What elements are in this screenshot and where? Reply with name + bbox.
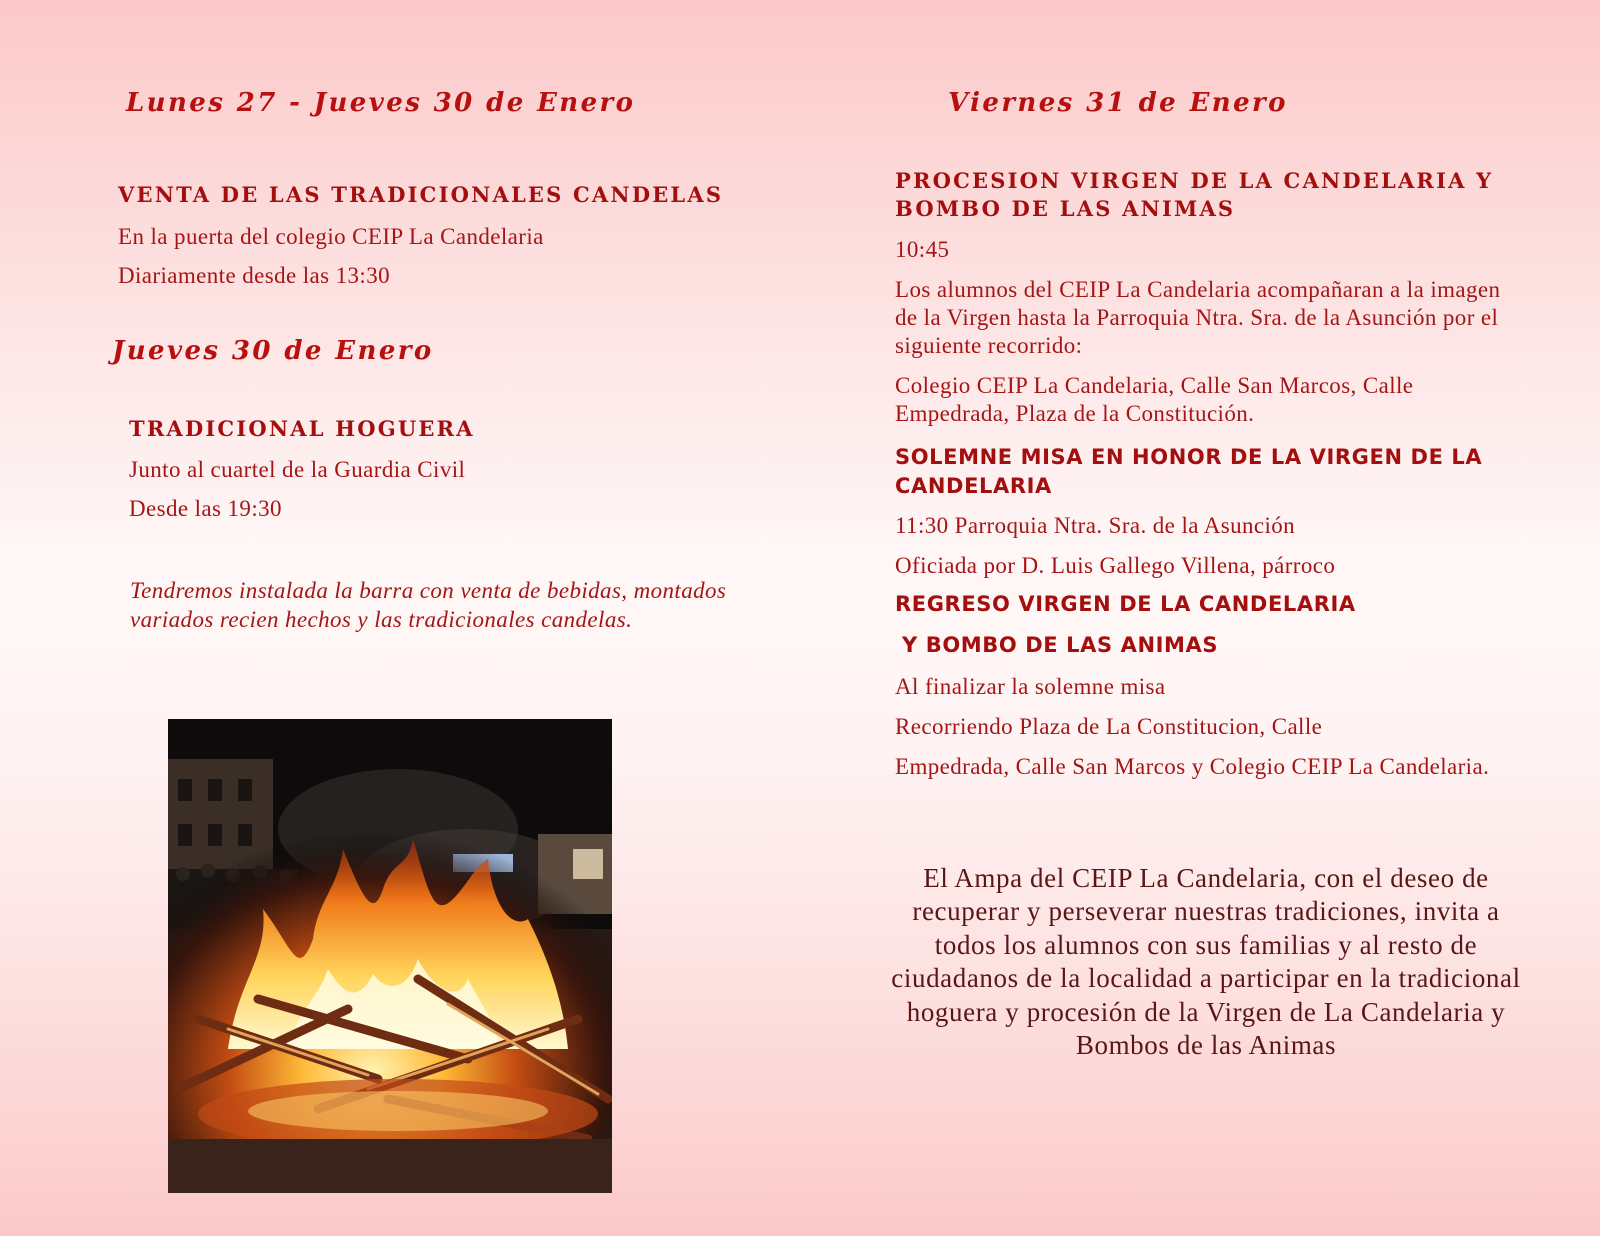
misa-officiant: Oficiada por D. Luis Gallego Villena, párroco xyxy=(895,553,1336,578)
bar-note: Tendremos instalada la barra con venta de bebidas, montados variados recien hechos y las tradicionales candelas. xyxy=(130,578,727,632)
date-heading-jueves: Jueves 30 de Enero xyxy=(112,336,434,366)
regreso-start: Al finalizar la solemne misa xyxy=(895,674,1166,699)
regreso-route-1: Recorriendo Plaza de La Constitucion, Calle xyxy=(895,714,1323,739)
procesion-title: PROCESION VIRGEN DE LA CANDELARIA Y BOMBO DE LAS ANIMAS xyxy=(895,168,1494,221)
misa-title: SOLEMNE MISA EN HONOR DE LA VIRGEN DE LA CANDELARIA xyxy=(895,445,1483,498)
venta-title: VENTA DE LAS TRADICIONALES CANDELAS xyxy=(118,182,724,207)
regreso-subtitle: Y BOMBO DE LAS ANIMAS xyxy=(902,633,1219,657)
procesion-route: Colegio CEIP La Candelaria, Calle San Marcos, Calle Empedrada, Plaza de la Constitución. xyxy=(895,373,1414,426)
regreso-route-2: Empedrada, Calle San Marcos y Colegio CEIP La Candelaria. xyxy=(895,754,1490,779)
date-heading-lunes-jueves: Lunes 27 - Jueves 30 de Enero xyxy=(126,88,636,118)
hoguera-title: TRADICIONAL HOGUERA xyxy=(129,416,475,441)
date-heading-viernes: Viernes 31 de Enero xyxy=(948,88,1288,118)
hoguera-time: Desde las 19:30 xyxy=(129,496,282,521)
closing-invitation: El Ampa del CEIP La Candelaria, con el deseo de recuperar y perseverar nuestras tradiciones, invita a todos los alumnos con sus familias y al resto de ciudadanos de la localidad a participar en la tradicional hoguera y procesión de la Virgen de La Candelaria y Bombos de las Animas xyxy=(891,863,1521,1061)
bonfire-photo xyxy=(168,719,612,1193)
venta-schedule: Diariamente desde las 13:30 xyxy=(118,263,391,288)
procesion-description: Los alumnos del CEIP La Candelaria acompañaran a la imagen de la Virgen hasta la Parroquia Ntra. Sra. de la Asunción por el siguiente recorrido: xyxy=(895,277,1501,358)
regreso-title: REGRESO VIRGEN DE LA CANDELARIA xyxy=(895,592,1356,616)
hoguera-location: Junto al cuartel de la Guardia Civil xyxy=(129,457,466,482)
procesion-time: 10:45 xyxy=(895,237,950,262)
misa-time-place: 11:30 Parroquia Ntra. Sra. de la Asunción xyxy=(895,513,1296,538)
venta-location: En la puerta del colegio CEIP La Candelaria xyxy=(118,224,544,249)
